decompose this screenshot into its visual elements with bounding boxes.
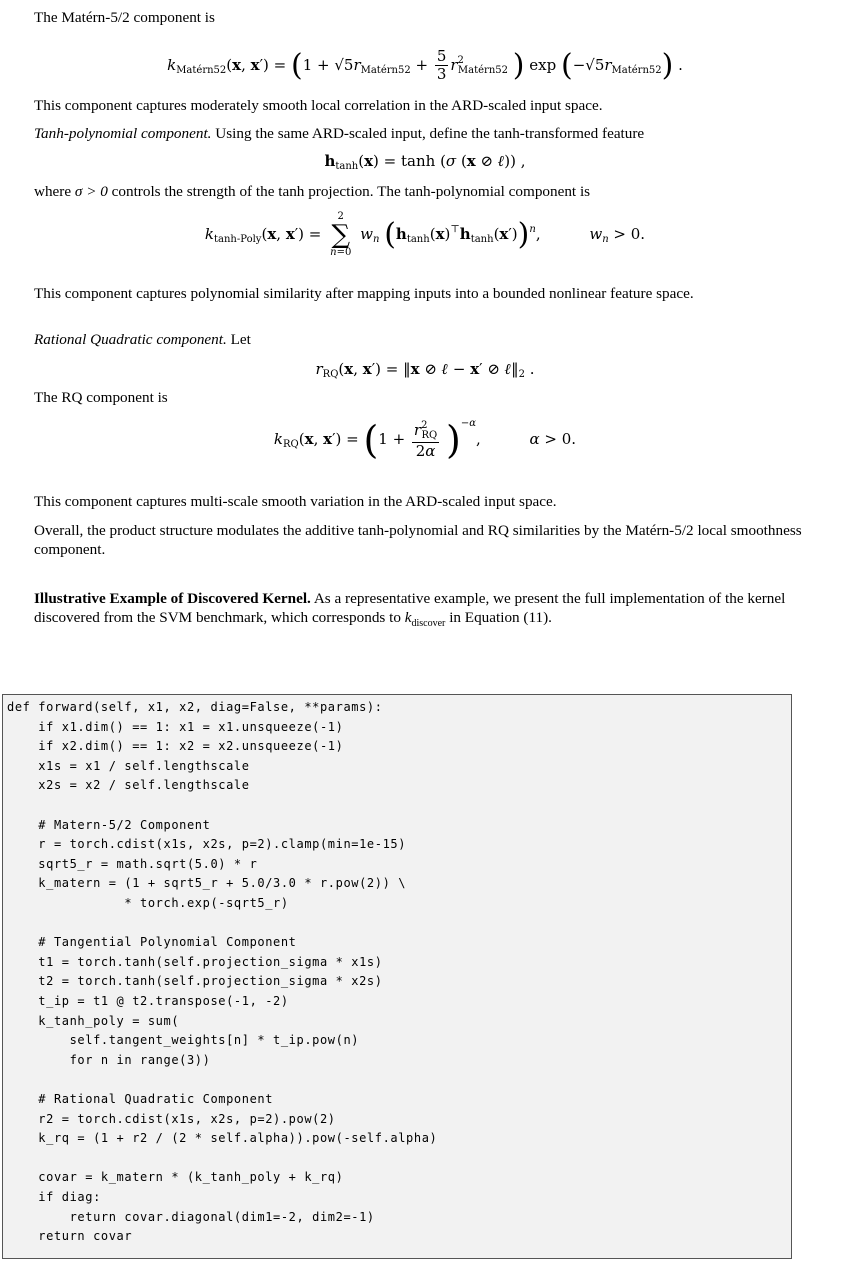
code-text: r2 = torch.cdist(x1s, x2s, p=2).pow(2) xyxy=(7,1111,336,1126)
code-text: if x1.dim() == 1: x1 = x1.unsqueeze(-1) xyxy=(7,719,344,734)
code-line xyxy=(3,1111,791,1130)
paragraph-overall: Overall, the product structure modulates the additive tanh-polynomial and RQ similarities by the Matérn-5/2 local smoothness component. xyxy=(34,522,802,558)
rq-section-body: Let xyxy=(230,331,251,348)
sigma-post: controls the strength of the tanh projection. The tanh-polynomial component is xyxy=(111,183,591,200)
code-text: covar = k_matern * (k_tanh_poly + k_rq) xyxy=(7,1170,344,1185)
code-line xyxy=(3,1091,791,1110)
code-line xyxy=(3,1013,791,1032)
code-text: # Rational Quadratic Component xyxy=(7,1092,274,1106)
code-line xyxy=(3,817,791,836)
code-line xyxy=(3,1032,791,1051)
code-text: k_rq = (1 + r2 / (2 * self.alpha)).pow(-self.alpha) xyxy=(7,1131,438,1146)
code-line xyxy=(3,856,791,875)
equation-rq-kernel: $k_{RQ}(x$, x′) = (1 + $\frac{r^2_{RQ}}{2\alpha}$ )$^{-\alpha}$, α > 0. xyxy=(273,418,577,462)
code-text: t_ip = t1 @ t2.transpose(-1, -2) xyxy=(7,994,289,1008)
example-body-b: in Equation (11). xyxy=(449,609,552,626)
code-line xyxy=(3,934,791,953)
code-text: sqrt5_r = math.sqrt(5.0) * r xyxy=(7,856,258,871)
paragraph-rq-component: The RQ component is xyxy=(34,389,168,406)
tanh-section-title: Tanh-polynomial component. xyxy=(34,125,212,142)
paragraph-example xyxy=(34,589,816,631)
code-line xyxy=(3,758,791,777)
code-text: def forward(self, x1, x2, diag=False, **params): xyxy=(7,700,383,714)
paragraph-matern-desc: This component captures moderately smooth local correlation in the ARD-scaled input space. xyxy=(34,97,603,114)
code-line xyxy=(3,875,791,894)
code-line xyxy=(3,895,791,914)
code-line xyxy=(3,836,791,855)
code-text: # Matern-5/2 Component xyxy=(7,817,211,832)
code-text: return covar.diagonal(dim1=-2, dim2=-1) xyxy=(7,1209,375,1224)
code-line xyxy=(3,1052,791,1071)
code-text: x2s = x2 / self.lengthscale xyxy=(7,778,250,793)
equation-tanh-poly: $k_{tanh-Poly}(x$, x′) = 2 ∑ n=0 $w_n$ $(h_{tanh}(x)^⊤h_{tanh}(x'))^n$, $w_n > 0$. xyxy=(204,211,646,258)
code-text: x1s = x1 / self.lengthscale xyxy=(7,758,250,773)
code-text: r = torch.cdist(x1s, x2s, p=2).clamp(min=1e-15) xyxy=(7,837,407,852)
code-listing xyxy=(2,694,792,1259)
tanh-section-body: Using the same ARD-scaled input, define the tanh-transformed feature xyxy=(215,125,645,142)
code-line xyxy=(3,954,791,973)
code-text: if diag: xyxy=(7,1190,101,1204)
code-line xyxy=(3,1071,791,1090)
example-title: Illustrative Example of Discovered Kernel. xyxy=(34,590,311,607)
code-line xyxy=(3,915,791,934)
equation-matern52: $k_{Matérn52}(x$, $x') = (1 + √5r_{Matérn52}$ + $\frac{5}{3}$ $r^2_{Matérn52}$ ) $\exp (-√5r_{Matérn52})$ . xyxy=(167,47,683,84)
code-line xyxy=(3,1209,791,1228)
code-line xyxy=(3,1169,791,1188)
k-discover-subscript: discover xyxy=(411,618,446,630)
k-discover-symbol: k xyxy=(404,609,412,626)
code-line xyxy=(3,699,791,718)
code-text: * torch.exp(-sqrt5_r) xyxy=(7,896,289,910)
rq-section-title: Rational Quadratic component. xyxy=(34,331,227,348)
code-text: k_matern = (1 + sqrt5_r + 5.0/3.0 * r.pow(2)) \ xyxy=(7,876,407,891)
code-text: t1 = torch.tanh(self.projection_sigma * x1s) xyxy=(7,954,383,969)
code-text: return covar xyxy=(7,1229,133,1244)
paragraph-rq-desc: This component captures multi-scale smooth variation in the ARD-scaled input space. xyxy=(34,493,557,510)
code-line xyxy=(3,1228,791,1247)
paragraph-rq-intro xyxy=(34,330,816,349)
code-line xyxy=(3,777,791,796)
code-text: k_tanh_poly = sum( xyxy=(7,1013,180,1028)
paragraph-sigma xyxy=(34,182,816,201)
code-line xyxy=(3,797,791,816)
code-line xyxy=(3,993,791,1012)
code-text: if x2.dim() == 1: x2 = x2.unsqueeze(-1) xyxy=(7,739,344,754)
example-body-a: As a representative example, we present the full implementation of the kernel discovered from the SVM benchmark, which corresponds to xyxy=(34,590,786,626)
code-text: # Tangential Polynomial Component xyxy=(7,935,297,950)
equation-rq-distance: $r_{RQ}(x$, x′) = ‖x ⊘ ℓ − x′ ⊘ $\ell‖_2$ . xyxy=(315,360,535,380)
paragraph-matern-intro: The Matérn-5/2 component is xyxy=(34,9,215,26)
code-line xyxy=(3,738,791,757)
code-line xyxy=(3,973,791,992)
code-line xyxy=(3,1130,791,1149)
equation-tanh-feature: $h_{tanh}(x) = \tanh (\sigma$ (x ⊘ ℓ)) , xyxy=(324,152,526,172)
code-line xyxy=(3,1189,791,1208)
paragraph-tanh-intro xyxy=(34,124,816,143)
code-line xyxy=(3,719,791,738)
code-text: t2 = torch.tanh(self.projection_sigma * x2s) xyxy=(7,974,383,989)
code-text: self.tangent_weights[n] * t_ip.pow(n) xyxy=(7,1033,360,1048)
paragraph-tanh-desc: This component captures polynomial similarity after mapping inputs into a bounded nonlinear feature space. xyxy=(34,285,694,302)
code-text: for n in range(3)) xyxy=(7,1052,211,1067)
sigma-pre: where xyxy=(34,183,72,200)
sigma-symbol: σ > 0 xyxy=(74,183,108,200)
code-line xyxy=(3,1150,791,1169)
